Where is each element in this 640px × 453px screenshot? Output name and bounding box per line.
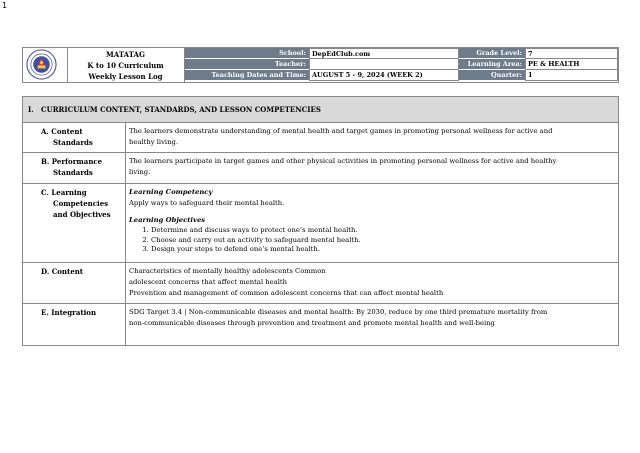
- grade-level-field[interactable]: 7: [525, 48, 618, 59]
- content-standards-line2: healthy living.: [129, 138, 178, 146]
- row-integration: [22, 304, 619, 346]
- integration-text: [129, 307, 610, 329]
- performance-standards-label-line2: Standards: [53, 168, 93, 177]
- content-label-cell: [23, 263, 126, 303]
- title-curriculum: K to 10 Curriculum: [87, 61, 164, 70]
- objectives-heading: Learning Objectives: [129, 216, 206, 224]
- school-field[interactable]: DepEdClub.com: [309, 48, 459, 59]
- row-performance-standards: [22, 153, 619, 184]
- learning-competencies-label-line3: and Objectives: [53, 210, 111, 219]
- grade-level-label: Grade Level:: [459, 48, 525, 59]
- quarter-field[interactable]: 1: [525, 70, 618, 81]
- learning-area-label: Learning Area:: [459, 59, 525, 70]
- content-label: D. Content: [41, 267, 84, 276]
- section-title: CURRICULUM CONTENT, STANDARDS, AND LESSON COMPETENCIES: [41, 105, 321, 114]
- integration-line1: SDG Target 3.4 | Non-communicable diseases and mental health: By 2030, reduce by one third premature mortality from: [129, 308, 548, 316]
- teacher-label: Teacher:: [185, 59, 309, 70]
- content-standards-label-line2: Standards: [53, 138, 93, 147]
- quarter-label: Quarter:: [459, 70, 525, 81]
- row-content: [22, 263, 619, 304]
- lesson-log-header: [22, 47, 619, 83]
- school-label: School:: [185, 48, 309, 59]
- integration-label-cell: [23, 304, 126, 345]
- title-weekly-log: Weekly Lesson Log: [88, 72, 163, 81]
- content-text: [129, 266, 610, 299]
- integration-label: E. Integration: [41, 308, 97, 317]
- info-row-teacher: [185, 59, 618, 70]
- performance-standards-line2: living.: [129, 168, 151, 176]
- content-standards-text: [129, 126, 610, 148]
- title-matatag: MATATAG: [106, 50, 145, 59]
- learning-area-field[interactable]: PE & HEALTH: [525, 59, 618, 70]
- learning-competencies-label-line2: Competencies: [53, 199, 109, 208]
- objectives-list: [129, 226, 610, 255]
- objective-item: 3. Design your steps to defend one’s mental health.: [151, 245, 610, 255]
- integration-line2: non-communicable diseases through prevention and treatment and promote mental health and well-being: [129, 319, 495, 327]
- info-row-school: [185, 48, 618, 59]
- row-learning-competencies: [22, 184, 619, 263]
- competency-text: Apply ways to safeguard their mental health.: [129, 199, 285, 207]
- learning-competencies-label: [23, 184, 126, 262]
- performance-standards-text: [129, 156, 610, 178]
- content-line: adolescent concerns that affect mental health: [129, 278, 288, 286]
- content-line: Characteristics of mentally healthy adolescents Common: [129, 267, 326, 275]
- content-line: Prevention and management of common adolescent concerns that can affect mental health: [129, 289, 444, 297]
- objective-item: 2. Choose and carry out an activity to safeguard mental health.: [151, 236, 610, 246]
- content-standards-line1: The learners demonstrate understanding of mental health and target games in promoting personal wellness for active and: [129, 127, 553, 135]
- performance-standards-label: [23, 153, 126, 183]
- content-standards-label-line1: A. Content: [41, 127, 83, 136]
- objective-item: 1. Determine and discuss ways to protect one’s mental health.: [151, 226, 610, 236]
- section-heading: [22, 96, 619, 123]
- performance-standards-label-line1: B. Performance: [41, 157, 103, 166]
- learning-competencies-label-line1: C. Learning: [41, 188, 87, 197]
- learning-competencies-text: [129, 187, 610, 255]
- row-content-standards: [22, 123, 619, 153]
- performance-standards-line1: The learners participate in target games and other physical activities in promoting personal wellness for active and healthy: [129, 157, 557, 165]
- logo-cell: [23, 48, 68, 82]
- competency-heading: Learning Competency: [129, 188, 213, 196]
- content-standards-label: [23, 123, 126, 152]
- info-row-dates: [185, 70, 618, 81]
- teacher-field[interactable]: [309, 59, 459, 70]
- teaching-dates-field[interactable]: AUGUST 5 - 9, 2024 (WEEK 2): [309, 70, 459, 81]
- curriculum-title: [67, 48, 185, 82]
- deped-seal-logo: [26, 49, 57, 80]
- section-numeral: I.: [28, 105, 34, 114]
- teaching-dates-label: Teaching Dates and Time:: [185, 70, 309, 81]
- page-number: 1: [2, 1, 8, 10]
